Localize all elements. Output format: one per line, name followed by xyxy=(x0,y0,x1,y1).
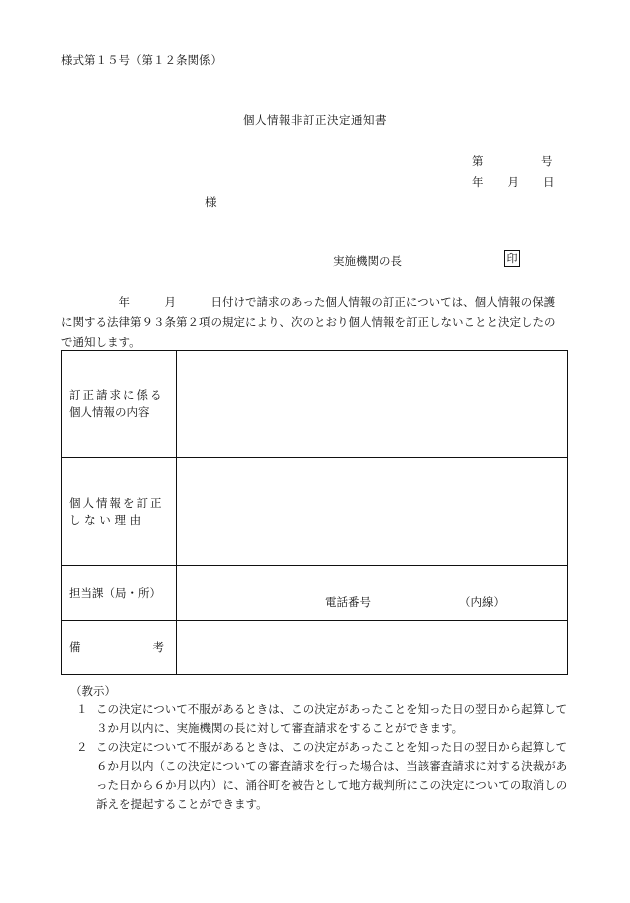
remarks-label-char: 考 xyxy=(152,640,164,654)
reason-label-line: 個人情報を訂正 xyxy=(69,495,164,510)
list-item xyxy=(76,700,574,738)
item-text: この決定について不服があるときは、この決定があったことを知った日の翌日から起算して３か月以内に、実施機関の長に対して審査請求をすることができます。 xyxy=(96,702,568,735)
issue-date xyxy=(472,174,555,190)
document-number-suffix: 号 xyxy=(541,154,553,168)
date-day: 日 xyxy=(543,175,555,189)
body-line: 年 月 日付けで請求のあった個人情報の訂正については、個人情報の保護 xyxy=(61,295,556,309)
seal-mark: 印 xyxy=(504,250,520,267)
addressee-suffix: 様 xyxy=(205,195,217,209)
content-field[interactable] xyxy=(177,351,568,458)
body-line: に関する法律第９３条第２項の規定により、次のとおり個人情報を訂正しないことと決定したの xyxy=(61,315,556,329)
date-year: 年 xyxy=(472,175,484,189)
table-row xyxy=(62,351,568,458)
agency-head-label: 実施機関の長 xyxy=(333,254,402,268)
table-row xyxy=(62,458,568,566)
reason-field[interactable] xyxy=(177,458,568,566)
table-row xyxy=(62,621,568,675)
content-label-line: 個人情報の内容 xyxy=(69,405,150,419)
content-label xyxy=(62,351,177,458)
item-number: １ xyxy=(76,702,88,716)
date-month: 月 xyxy=(507,175,519,189)
body-paragraph xyxy=(61,292,571,352)
remarks-label xyxy=(62,621,177,675)
decision-table xyxy=(61,350,568,675)
reason-label-line: し な い 理 由 xyxy=(69,512,142,527)
table-row xyxy=(62,566,568,621)
department-field[interactable] xyxy=(177,566,568,621)
notice-list xyxy=(76,700,574,814)
document-title: 個人情報非訂正決定通知書 xyxy=(243,113,387,127)
document-number-label: 第 xyxy=(472,154,484,168)
notice-heading: （教示） xyxy=(70,684,116,698)
content-label-line: 訂正請求に係る xyxy=(69,388,164,402)
remarks-field[interactable] xyxy=(177,621,568,675)
item-text: この決定について不服があるときは、この決定があったことを知った日の翌日から起算して６か月以内（この決定についての審査請求を行った場合は、当該審査請求に対する決裁があった日から６か月以内）に、涌谷町を被告として地方裁判所にこの決定についての取消しの訴えを提起することができます。 xyxy=(96,740,568,811)
phone-label: 電話番号 xyxy=(325,595,371,609)
item-number: ２ xyxy=(76,740,88,754)
list-item xyxy=(76,738,574,814)
remarks-label-char: 備 xyxy=(69,640,81,654)
form-number: 様式第１５号（第１２条関係） xyxy=(61,53,222,67)
reason-label xyxy=(62,458,177,566)
extension-label: （内線） xyxy=(459,595,505,609)
department-label: 担当課（局・所） xyxy=(62,566,177,621)
body-line: で通知します。 xyxy=(61,335,141,349)
